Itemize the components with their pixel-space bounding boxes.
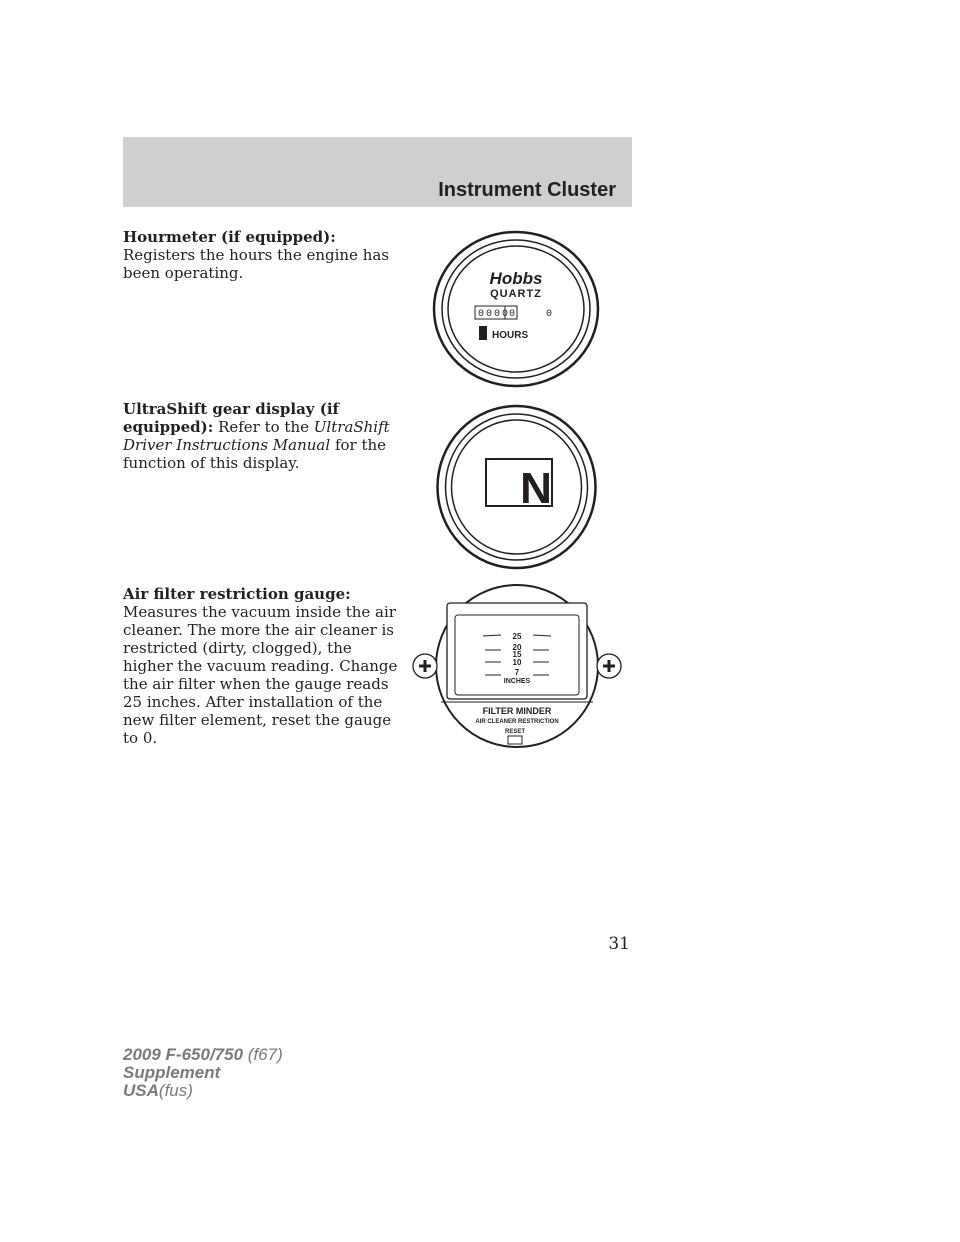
mounting-screw-icon — [597, 654, 621, 678]
counter-digit: 0 — [493, 309, 501, 320]
hourmeter-text: Registers the hours the engine has been operating. — [123, 246, 390, 282]
header-band — [123, 137, 632, 207]
scale-label: 20 — [512, 643, 522, 652]
hours-label: HOURS — [492, 330, 529, 341]
hourmeter-term: Hourmeter (if equipped): — [123, 228, 336, 246]
scale-label: 25 — [512, 632, 522, 641]
air-filter-description — [123, 585, 398, 747]
air-cleaner-restriction-label: AIR CLEANER RESTRICTION — [475, 719, 559, 725]
counter-digit: 0 — [545, 309, 553, 320]
filter-minder-brand: FILTER MINDER — [482, 706, 552, 716]
hourglass-icon — [479, 326, 487, 340]
mounting-screw-icon — [413, 654, 437, 678]
hourmeter-description — [123, 228, 398, 282]
footer-model-code: (f67) — [247, 1045, 283, 1064]
scale-label: 10 — [512, 658, 522, 667]
ultrashift-term: UltraShift gear display (if equipped): — [123, 400, 339, 436]
air-filter-gauge-illustration — [405, 582, 629, 750]
ultrashift-manual-title: UltraShift Driver Instructions Manual — [123, 418, 390, 454]
footer-supplement: Supplement — [123, 1063, 221, 1082]
footer-market: USA — [123, 1081, 159, 1100]
gear-indicator: N — [520, 464, 552, 513]
footer-market-code: (fus) — [158, 1081, 193, 1100]
ultrashift-text-before: Refer to the — [218, 418, 309, 436]
reset-label: RESET — [504, 729, 526, 735]
air-filter-text: Measures the vacuum inside the air cleaner. The more the air cleaner is restricted (dirty, clogged), the higher the vacuum reading. Change the air filter when the gauge reads 25 inches. After installation of the new filter element, reset the gauge to 0. — [123, 603, 398, 747]
document-footer — [123, 1046, 283, 1100]
footer-model: 2009 F-650/750 — [123, 1045, 244, 1064]
hourmeter-gauge-illustration — [432, 230, 600, 388]
counter-digit: 0 — [508, 309, 516, 320]
page-number: 31 — [608, 934, 630, 954]
counter-digit: 0 — [501, 309, 509, 320]
gear-display-illustration — [436, 404, 597, 570]
air-filter-term: Air filter restriction gauge: — [123, 585, 351, 603]
ultrashift-description — [123, 400, 398, 472]
scale-label: 7 — [514, 668, 520, 677]
scale-label: 15 — [512, 650, 522, 659]
inches-label: INCHES — [503, 678, 531, 685]
ultrashift-text-after: for the function of this display. — [123, 436, 387, 472]
reset-button — [508, 736, 522, 744]
quartz-label: QUARTZ — [490, 288, 542, 300]
counter-digit: 0 — [477, 309, 485, 320]
counter-digit: 0 — [485, 309, 493, 320]
hobbs-brand-logo: Hobbs — [489, 269, 543, 288]
section-title: Instrument Cluster — [438, 179, 616, 201]
